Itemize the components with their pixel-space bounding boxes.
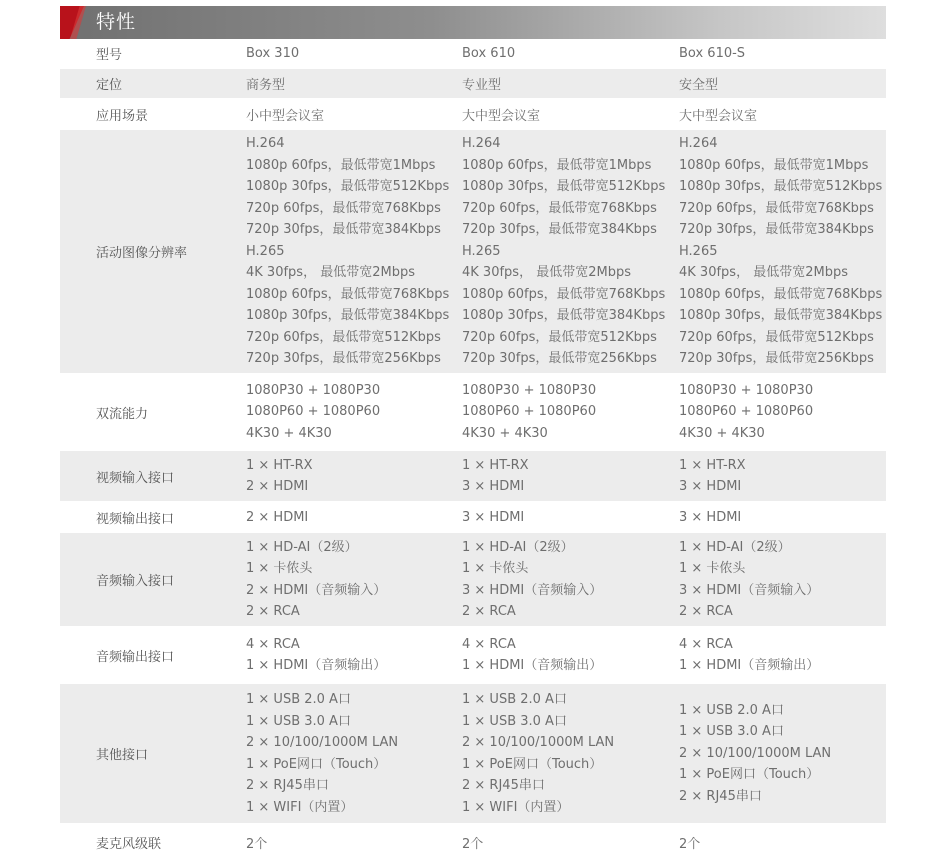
spec-value-cell <box>246 130 462 374</box>
spec-value-line: 小中型会议室 <box>246 108 325 124</box>
spec-value-cell <box>246 69 462 99</box>
spec-value-cell <box>246 39 462 69</box>
spec-value-line: 1080p 60fps，最低带宽768Kbps <box>462 286 666 302</box>
spec-value-line: 1 × HD-AI（2级） <box>246 539 358 555</box>
spec-value-line: 1080p 60fps，最低带宽768Kbps <box>679 286 883 302</box>
spec-value-cell <box>462 374 679 451</box>
spec-value-cell <box>462 130 679 374</box>
spec-value-line: 2 × RJ45串口 <box>679 788 762 804</box>
spec-value-line: Box 310 <box>246 46 300 61</box>
spec-value-line: 3 × HDMI（音频输入） <box>462 582 603 598</box>
spec-row-video-resolution <box>60 130 886 374</box>
spec-value-line: 2 × RJ45串口 <box>462 778 545 793</box>
spec-value-line: 3 × HDMI <box>679 479 742 494</box>
spec-value-line: 安全型 <box>679 78 719 93</box>
spec-value-line: 720p 60fps，最低带宽512Kbps <box>679 329 874 345</box>
spec-value-cell <box>679 502 886 533</box>
spec-value-line: 2 × RCA <box>246 604 300 619</box>
spec-value-line: 大中型会议室 <box>462 108 541 124</box>
spec-value-line: 4 × RCA <box>246 636 300 652</box>
spec-value-line: 3 × HDMI <box>679 509 742 525</box>
spec-value-line: Box 610-S <box>679 46 746 61</box>
spec-value-line: 1080p 60fps，最低带宽1Mbps <box>679 157 869 173</box>
spec-value-line: 1 × PoE网口（Touch） <box>246 756 387 772</box>
spec-value-line: 2 × HDMI <box>246 509 309 525</box>
spec-value-line: 1 × 卡侬头 <box>679 561 746 576</box>
spec-value-cell <box>462 99 679 130</box>
spec-value-cell <box>246 99 462 130</box>
spec-value-line: Box 610 <box>462 46 516 61</box>
spec-value-line: 1080P30 + 1080P30 <box>679 382 814 398</box>
spec-value-line: 720p 60fps，最低带宽768Kbps <box>462 200 657 216</box>
spec-value-line: 1080p 60fps，最低带宽1Mbps <box>246 157 436 173</box>
spec-value-line: 1 × WIFI（内置） <box>462 799 570 815</box>
spec-value-line: 大中型会议室 <box>679 108 758 124</box>
spec-value-line: 3 × HDMI <box>462 509 525 525</box>
spec-value-line: 4K 30fps， 最低带宽2Mbps <box>679 265 848 281</box>
spec-value-line: 1 × HT-RX <box>462 457 529 473</box>
spec-value-cell <box>462 39 679 69</box>
spec-value-cell <box>679 39 886 69</box>
spec-row-audio-output <box>60 627 886 684</box>
spec-value-line: 2 × HDMI <box>246 479 309 494</box>
spec-value-cell <box>462 451 679 502</box>
spec-table <box>60 39 886 861</box>
spec-value-line: 4K 30fps， 最低带宽2Mbps <box>462 265 631 281</box>
spec-value-cell <box>679 824 886 861</box>
spec-value-line: 720p 30fps，最低带宽256Kbps <box>462 351 657 367</box>
spec-label: 活动图像分辨率 <box>60 130 246 374</box>
spec-value-line: 4K 30fps， 最低带宽2Mbps <box>246 265 415 281</box>
spec-value-cell <box>462 69 679 99</box>
spec-value-cell <box>462 627 679 684</box>
spec-value-line: 720p 60fps，最低带宽768Kbps <box>246 200 441 216</box>
spec-value-cell <box>462 824 679 861</box>
spec-value-line: 1080p 30fps，最低带宽384Kbps <box>462 308 666 324</box>
spec-value-line: 1080P60 + 1080P60 <box>462 404 597 420</box>
spec-value-cell <box>246 374 462 451</box>
spec-row-model <box>60 39 886 69</box>
spec-value-line: 720p 60fps，最低带宽512Kbps <box>246 329 441 345</box>
spec-value-cell <box>679 684 886 824</box>
spec-value-line: 2 × RCA <box>462 604 516 619</box>
spec-value-line: 720p 60fps，最低带宽512Kbps <box>462 329 657 345</box>
spec-value-line: 1 × HD-AI（2级） <box>462 539 574 555</box>
spec-value-line: 2 × RCA <box>679 604 733 619</box>
spec-value-line: 1 × USB 2.0 A口 <box>462 692 567 707</box>
spec-value-line: H.265 <box>462 243 501 259</box>
spec-value-cell <box>679 533 886 627</box>
spec-value-line: 1080p 30fps，最低带宽512Kbps <box>679 179 883 195</box>
section-header <box>60 6 886 39</box>
spec-value-line: 1 × USB 3.0 A口 <box>246 713 351 729</box>
spec-value-line: 720p 30fps，最低带宽384Kbps <box>462 222 657 238</box>
spec-row-positioning <box>60 69 886 99</box>
spec-value-cell <box>462 533 679 627</box>
spec-value-line: H.265 <box>679 243 718 259</box>
spec-value-cell <box>679 130 886 374</box>
spec-value-line: H.264 <box>679 136 718 152</box>
spec-value-cell <box>679 451 886 502</box>
spec-value-line: 1 × USB 2.0 A口 <box>679 702 784 718</box>
spec-value-cell <box>679 69 886 99</box>
spec-value-line: 3 × HDMI <box>462 479 525 494</box>
spec-value-line: 1 × 卡侬头 <box>246 561 313 576</box>
spec-label: 其他接口 <box>60 684 246 824</box>
spec-value-line: 1080p 30fps，最低带宽512Kbps <box>462 179 666 195</box>
spec-value-line: 1 × USB 2.0 A口 <box>246 692 351 707</box>
spec-value-line: 4K30 + 4K30 <box>246 425 332 441</box>
spec-value-line: 1080P60 + 1080P60 <box>679 404 814 420</box>
spec-value-line: 720p 30fps，最低带宽256Kbps <box>246 351 441 367</box>
spec-label: 应用场景 <box>60 99 246 130</box>
spec-value-line: 商务型 <box>246 78 286 93</box>
spec-value-line: 4K30 + 4K30 <box>462 425 548 441</box>
spec-label: 音频输出接口 <box>60 627 246 684</box>
spec-value-line: 1080P30 + 1080P30 <box>462 382 597 398</box>
spec-row-dual-stream <box>60 374 886 451</box>
spec-value-line: 1 × USB 3.0 A口 <box>462 713 567 729</box>
spec-value-cell <box>462 502 679 533</box>
spec-value-line: 1 × PoE网口（Touch） <box>462 756 603 772</box>
spec-value-line: 1 × HD-AI（2级） <box>679 539 791 555</box>
spec-value-cell <box>679 99 886 130</box>
spec-value-cell <box>246 684 462 824</box>
spec-value-cell <box>679 627 886 684</box>
spec-value-cell <box>246 502 462 533</box>
spec-value-line: 1080P60 + 1080P60 <box>246 404 381 420</box>
spec-value-line: 2个 <box>246 836 268 852</box>
spec-value-line: 720p 30fps，最低带宽384Kbps <box>246 222 441 238</box>
spec-row-audio-input <box>60 533 886 627</box>
spec-value-line: 2 × 10/100/1000M LAN <box>462 735 615 750</box>
spec-value-line: 4K30 + 4K30 <box>679 425 765 441</box>
spec-label: 视频输出接口 <box>60 502 246 533</box>
spec-label: 麦克风级联 <box>60 824 246 861</box>
spec-value-line: 1 × HDMI（音频输出） <box>462 658 603 673</box>
spec-value-line: 4 × RCA <box>679 636 733 652</box>
spec-row-video-output <box>60 502 886 533</box>
spec-value-line: 1080p 30fps，最低带宽384Kbps <box>246 308 450 324</box>
spec-label: 定位 <box>60 69 246 99</box>
spec-row-mic-cascade <box>60 824 886 861</box>
spec-label: 音频输入接口 <box>60 533 246 627</box>
spec-value-line: 1080p 30fps，最低带宽512Kbps <box>246 179 450 195</box>
spec-value-line: 2 × 10/100/1000M LAN <box>679 745 832 761</box>
spec-row-scenario <box>60 99 886 130</box>
spec-value-line: 1080p 60fps，最低带宽768Kbps <box>246 286 450 302</box>
spec-value-cell <box>246 533 462 627</box>
spec-value-line: 720p 30fps，最低带宽384Kbps <box>679 222 874 238</box>
spec-label: 视频输入接口 <box>60 451 246 502</box>
spec-row-other-ports <box>60 684 886 824</box>
spec-value-line: 1 × HT-RX <box>679 457 746 473</box>
spec-value-line: 3 × HDMI（音频输入） <box>679 582 820 598</box>
spec-value-line: 1 × HDMI（音频输出） <box>679 658 820 673</box>
spec-row-video-input <box>60 451 886 502</box>
spec-value-line: 1 × HDMI（音频输出） <box>246 658 387 673</box>
spec-value-line: 2个 <box>679 836 701 852</box>
spec-label: 型号 <box>60 39 246 69</box>
spec-value-line: 1080p 30fps，最低带宽384Kbps <box>679 308 883 324</box>
spec-value-line: 2 × HDMI（音频输入） <box>246 582 387 598</box>
spec-value-cell <box>246 451 462 502</box>
spec-value-line: 2 × 10/100/1000M LAN <box>246 735 399 750</box>
section-title: 特性 <box>96 11 137 33</box>
spec-value-cell <box>246 627 462 684</box>
spec-value-line: 1080P30 + 1080P30 <box>246 382 381 398</box>
spec-value-cell <box>679 374 886 451</box>
spec-value-line: 720p 60fps，最低带宽768Kbps <box>679 200 874 216</box>
spec-value-line: 1 × PoE网口（Touch） <box>679 767 820 783</box>
spec-value-line: 720p 30fps，最低带宽256Kbps <box>679 351 874 367</box>
spec-value-line: 专业型 <box>462 78 502 93</box>
spec-value-line: 1 × HT-RX <box>246 457 313 473</box>
spec-value-line: 2 × RJ45串口 <box>246 778 329 793</box>
spec-table-body <box>60 39 886 861</box>
spec-value-cell <box>462 684 679 824</box>
spec-value-line: 2个 <box>462 836 484 852</box>
spec-value-cell <box>246 824 462 861</box>
spec-value-line: 1 × USB 3.0 A口 <box>679 724 784 740</box>
spec-value-line: H.265 <box>246 243 285 259</box>
spec-label: 双流能力 <box>60 374 246 451</box>
spec-value-line: 1 × 卡侬头 <box>462 561 529 576</box>
spec-value-line: 1 × WIFI（内置） <box>246 799 354 815</box>
spec-value-line: H.264 <box>246 136 285 152</box>
spec-value-line: 1080p 60fps，最低带宽1Mbps <box>462 157 652 173</box>
spec-value-line: 4 × RCA <box>462 636 516 652</box>
spec-value-line: H.264 <box>462 136 501 152</box>
